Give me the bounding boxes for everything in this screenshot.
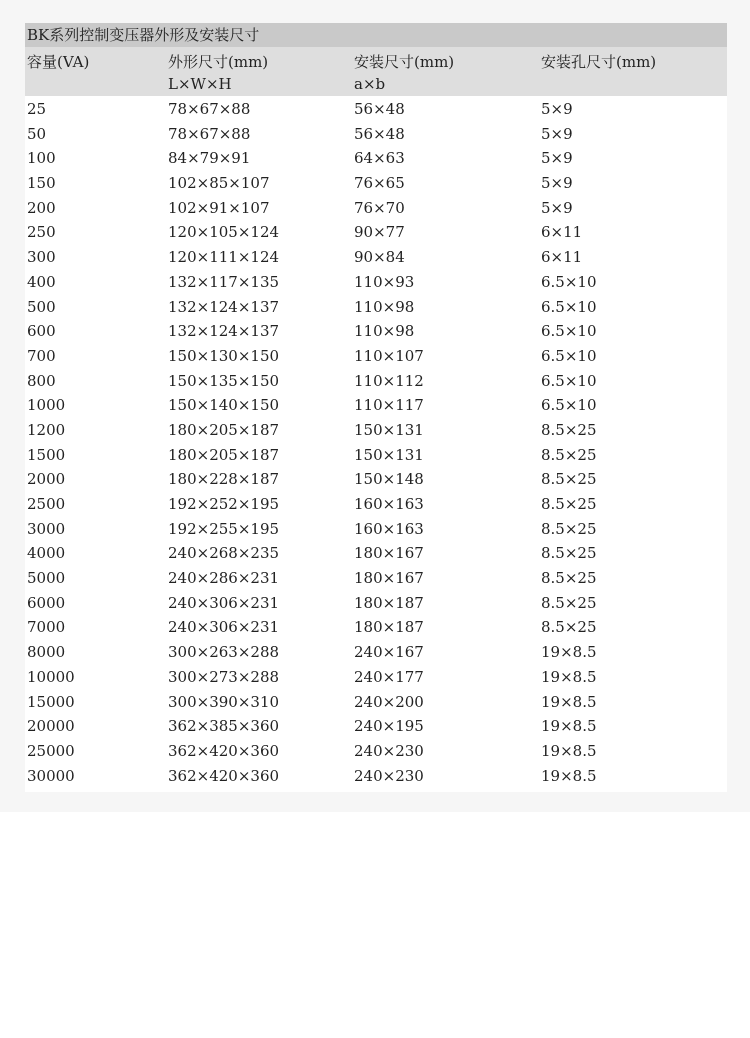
cell-hole: 6.5×10 xyxy=(541,346,597,365)
cell-hole: 8.5×25 xyxy=(541,618,597,637)
cell-hole: 8.5×25 xyxy=(541,445,597,464)
cell-capacity: 25 xyxy=(27,100,47,118)
cell-capacity: 700 xyxy=(27,346,56,365)
cell-mounting: 240×230 xyxy=(354,766,424,785)
header-outline-sub: L×W×H xyxy=(168,75,232,93)
table-row xyxy=(25,714,727,739)
cell-outline: 150×135×150 xyxy=(168,371,280,390)
cell-hole: 19×8.5 xyxy=(541,667,597,686)
table-row xyxy=(25,467,727,492)
cell-mounting: 90×84 xyxy=(354,248,405,267)
table-title: BK系列控制变压器外形及安装尺寸 xyxy=(25,23,727,47)
cell-mounting: 180×167 xyxy=(354,544,424,563)
cell-hole: 19×8.5 xyxy=(541,692,597,711)
cell-mounting: 56×48 xyxy=(354,100,405,118)
cell-capacity: 2000 xyxy=(27,470,66,489)
table-row xyxy=(25,146,727,171)
cell-outline: 362×385×360 xyxy=(168,717,280,736)
cell-hole: 6.5×10 xyxy=(541,396,597,415)
cell-outline: 102×91×107 xyxy=(168,198,270,217)
cell-mounting: 180×167 xyxy=(354,569,424,588)
cell-capacity: 300 xyxy=(27,248,56,267)
cell-capacity: 2500 xyxy=(27,495,66,513)
cell-outline: 240×306×231 xyxy=(168,618,280,637)
cell-outline: 180×228×187 xyxy=(168,470,280,489)
cell-capacity: 25000 xyxy=(27,741,75,760)
cell-mounting: 110×112 xyxy=(354,371,424,390)
table-row xyxy=(25,517,727,542)
table-row xyxy=(25,764,727,789)
table-row xyxy=(25,541,727,566)
cell-outline: 84×79×91 xyxy=(168,149,251,168)
cell-capacity: 1000 xyxy=(27,396,66,415)
cell-hole: 8.5×25 xyxy=(541,593,597,612)
cell-hole: 5×9 xyxy=(541,124,573,143)
cell-capacity: 150 xyxy=(27,174,56,193)
cell-outline: 300×273×288 xyxy=(168,667,280,686)
cell-capacity: 500 xyxy=(27,297,56,316)
cell-outline: 300×390×310 xyxy=(168,692,280,711)
cell-mounting: 160×163 xyxy=(354,519,424,538)
table-row xyxy=(25,566,727,591)
cell-outline: 362×420×360 xyxy=(168,741,280,760)
cell-mounting: 76×70 xyxy=(354,198,405,217)
cell-capacity: 100 xyxy=(27,149,56,168)
cell-hole: 19×8.5 xyxy=(541,717,597,736)
cell-capacity: 10000 xyxy=(27,667,75,686)
cell-mounting: 64×63 xyxy=(354,149,405,168)
cell-outline: 120×111×124 xyxy=(168,248,280,267)
cell-mounting: 180×187 xyxy=(354,618,424,637)
cell-mounting: 110×98 xyxy=(354,322,415,341)
cell-outline: 192×252×195 xyxy=(168,495,280,513)
table-row xyxy=(25,369,727,394)
cell-outline: 78×67×88 xyxy=(168,124,251,143)
cell-capacity: 400 xyxy=(27,272,56,291)
table-header xyxy=(25,47,727,96)
cell-mounting: 240×167 xyxy=(354,643,424,662)
cell-hole: 8.5×25 xyxy=(541,495,597,513)
cell-hole: 6.5×10 xyxy=(541,297,597,316)
cell-hole: 5×9 xyxy=(541,149,573,168)
cell-mounting: 240×195 xyxy=(354,717,424,736)
table-row xyxy=(25,393,727,418)
cell-outline: 240×268×235 xyxy=(168,544,280,563)
table-row xyxy=(25,270,727,295)
cell-hole: 19×8.5 xyxy=(541,643,597,662)
cell-outline: 300×263×288 xyxy=(168,643,280,662)
table-row xyxy=(25,665,727,690)
cell-capacity: 15000 xyxy=(27,692,75,711)
cell-mounting: 150×131 xyxy=(354,420,424,439)
header-mounting: 安装尺寸(mm) xyxy=(354,53,455,71)
cell-outline: 362×420×360 xyxy=(168,766,280,785)
cell-mounting: 56×48 xyxy=(354,124,405,143)
header-capacity: 容量(VA) xyxy=(27,53,90,71)
cell-capacity: 600 xyxy=(27,322,56,341)
cell-outline: 150×140×150 xyxy=(168,396,280,415)
cell-hole: 19×8.5 xyxy=(541,766,597,785)
table-body xyxy=(25,96,727,792)
cell-mounting: 240×200 xyxy=(354,692,424,711)
table-row xyxy=(25,171,727,196)
cell-outline: 192×255×195 xyxy=(168,519,280,538)
cell-outline: 120×105×124 xyxy=(168,223,280,242)
cell-mounting: 110×98 xyxy=(354,297,415,316)
cell-mounting: 240×177 xyxy=(354,667,424,686)
cell-outline: 150×130×150 xyxy=(168,346,280,365)
cell-outline: 240×286×231 xyxy=(168,569,280,588)
cell-capacity: 7000 xyxy=(27,618,66,637)
cell-hole: 6.5×10 xyxy=(541,272,597,291)
table-row xyxy=(25,615,727,640)
table-row xyxy=(25,122,727,147)
table-row xyxy=(25,640,727,665)
cell-mounting: 110×107 xyxy=(354,346,424,365)
cell-capacity: 20000 xyxy=(27,717,75,736)
cell-capacity: 50 xyxy=(27,124,47,143)
cell-hole: 19×8.5 xyxy=(541,741,597,760)
cell-mounting: 180×187 xyxy=(354,593,424,612)
table-row xyxy=(25,418,727,443)
table-row xyxy=(25,319,727,344)
cell-mounting: 150×131 xyxy=(354,445,424,464)
table-row xyxy=(25,196,727,221)
header-hole: 安装孔尺寸(mm) xyxy=(541,53,657,71)
cell-hole: 8.5×25 xyxy=(541,519,597,538)
cell-outline: 132×124×137 xyxy=(168,322,280,341)
cell-hole: 6×11 xyxy=(541,248,583,267)
cell-mounting: 150×148 xyxy=(354,470,424,489)
cell-capacity: 5000 xyxy=(27,569,66,588)
cell-capacity: 8000 xyxy=(27,643,66,662)
cell-capacity: 1500 xyxy=(27,445,66,464)
cell-hole: 8.5×25 xyxy=(541,470,597,489)
cell-capacity: 4000 xyxy=(27,544,66,563)
cell-capacity: 200 xyxy=(27,198,56,217)
cell-mounting: 160×163 xyxy=(354,495,424,513)
table-row xyxy=(25,344,727,369)
cell-capacity: 6000 xyxy=(27,593,66,612)
cell-mounting: 90×77 xyxy=(354,223,405,242)
cell-outline: 240×306×231 xyxy=(168,593,280,612)
cell-outline: 78×67×88 xyxy=(168,100,251,118)
dimension-table xyxy=(25,23,727,792)
header-mounting-sub: a×b xyxy=(354,75,386,93)
cell-mounting: 110×93 xyxy=(354,272,415,291)
cell-capacity: 250 xyxy=(27,223,56,242)
cell-hole: 6.5×10 xyxy=(541,322,597,341)
cell-mounting: 76×65 xyxy=(354,174,405,193)
cell-hole: 6×11 xyxy=(541,223,583,242)
cell-capacity: 1200 xyxy=(27,420,66,439)
table-row xyxy=(25,739,727,764)
cell-outline: 132×117×135 xyxy=(168,272,280,291)
cell-hole: 6.5×10 xyxy=(541,371,597,390)
cell-mounting: 240×230 xyxy=(354,741,424,760)
cell-capacity: 800 xyxy=(27,371,56,390)
cell-hole: 8.5×25 xyxy=(541,420,597,439)
table-row xyxy=(25,220,727,245)
cell-outline: 132×124×137 xyxy=(168,297,280,316)
table-row xyxy=(25,690,727,715)
cell-outline: 102×85×107 xyxy=(168,174,270,193)
cell-outline: 180×205×187 xyxy=(168,420,280,439)
cell-mounting: 110×117 xyxy=(354,396,424,415)
cell-capacity: 30000 xyxy=(27,766,75,785)
table-row xyxy=(25,492,727,517)
table-row xyxy=(25,245,727,270)
cell-hole: 8.5×25 xyxy=(541,544,597,563)
table-row xyxy=(25,295,727,320)
table-row xyxy=(25,591,727,616)
table-row xyxy=(25,97,727,122)
cell-hole: 5×9 xyxy=(541,174,573,193)
table-row xyxy=(25,443,727,468)
header-outline: 外形尺寸(mm) xyxy=(168,53,269,71)
cell-outline: 180×205×187 xyxy=(168,445,280,464)
cell-hole: 5×9 xyxy=(541,100,573,118)
cell-capacity: 3000 xyxy=(27,519,66,538)
cell-hole: 5×9 xyxy=(541,198,573,217)
cell-hole: 8.5×25 xyxy=(541,569,597,588)
